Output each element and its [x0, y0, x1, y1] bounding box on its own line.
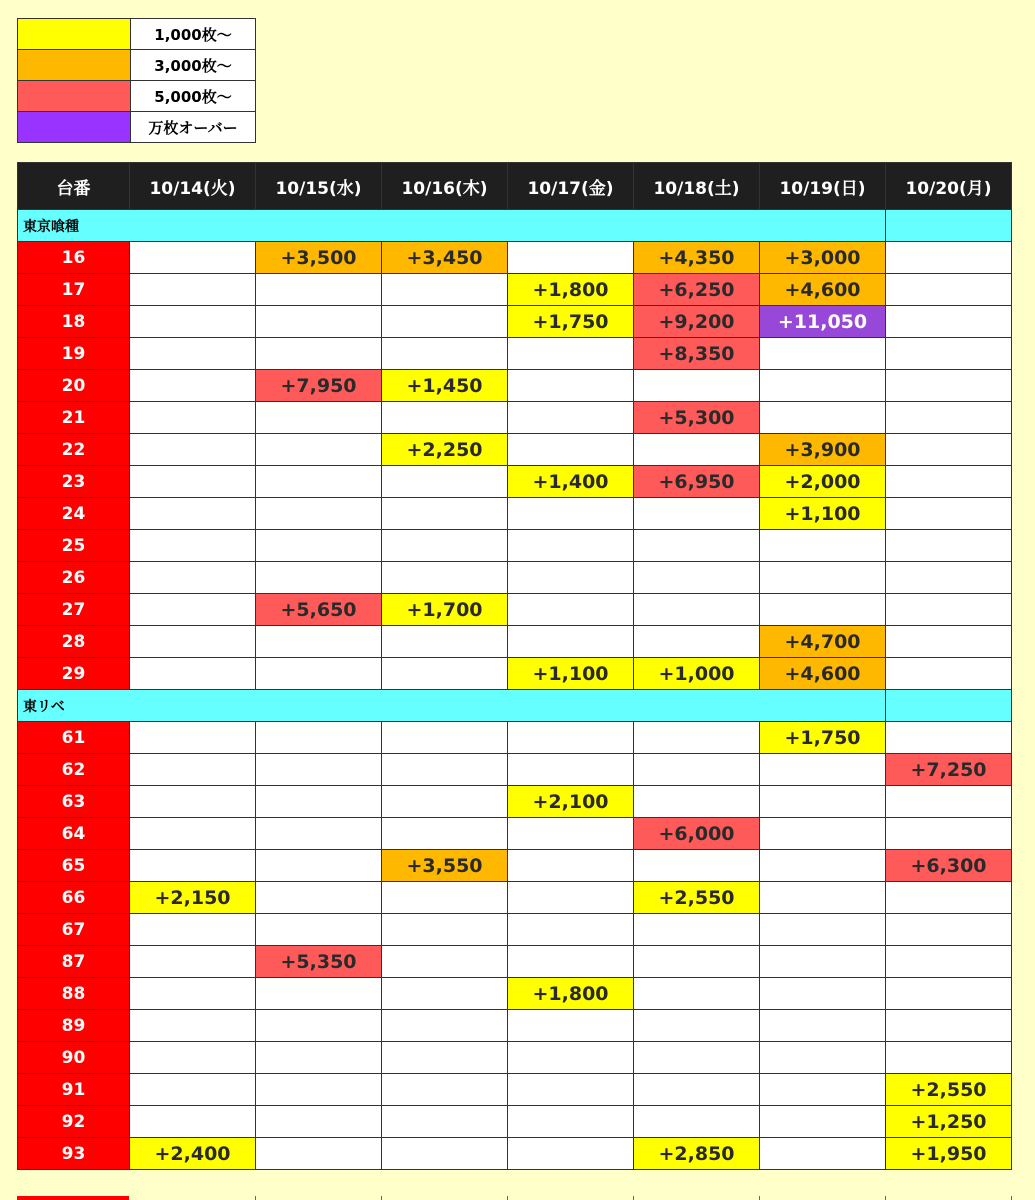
- payout-cell: [634, 1042, 760, 1074]
- machine-number: 17: [18, 274, 130, 306]
- table-row: [18, 978, 1012, 1010]
- payout-cell: [634, 1106, 760, 1138]
- payout-cell: [256, 274, 382, 306]
- payout-cell: [508, 434, 634, 466]
- payout-cell: [634, 562, 760, 594]
- payout-cell: [130, 498, 256, 530]
- next-table-divider: [507, 1196, 508, 1200]
- payout-cell: [508, 498, 634, 530]
- payout-cell: [130, 1010, 256, 1042]
- table-body: [18, 210, 1012, 1170]
- payout-cell: [508, 1074, 634, 1106]
- payout-cell: [130, 978, 256, 1010]
- payout-cell: +11,050: [760, 306, 886, 338]
- payout-cell: [760, 1042, 886, 1074]
- table-row: [18, 530, 1012, 562]
- legend-body: [18, 19, 256, 143]
- table-row: [18, 466, 1012, 498]
- payout-cell: +4,700: [760, 626, 886, 658]
- payout-cell: [256, 978, 382, 1010]
- legend-swatch: [18, 50, 131, 81]
- payout-cell: [760, 754, 886, 786]
- payout-cell: [886, 914, 1012, 946]
- machine-number: 25: [18, 530, 130, 562]
- payout-cell: [130, 274, 256, 306]
- payout-cell: [760, 530, 886, 562]
- payout-cell: +6,000: [634, 818, 760, 850]
- payout-cell: [130, 850, 256, 882]
- payout-cell: +3,900: [760, 434, 886, 466]
- payout-cell: [130, 722, 256, 754]
- payout-cell: [382, 946, 508, 978]
- payout-cell: +1,250: [886, 1106, 1012, 1138]
- table-row: [18, 434, 1012, 466]
- machine-number: 19: [18, 338, 130, 370]
- table-row: [18, 754, 1012, 786]
- header-date: 10/17(金): [508, 163, 634, 210]
- payout-cell: [508, 402, 634, 434]
- payout-cell: [760, 818, 886, 850]
- payout-cell: [508, 882, 634, 914]
- table-row: [18, 402, 1012, 434]
- payout-cell: [508, 338, 634, 370]
- payout-cell: [886, 370, 1012, 402]
- payout-cell: [130, 370, 256, 402]
- legend-row: [18, 81, 256, 112]
- payout-cell: [760, 562, 886, 594]
- payout-cell: [382, 498, 508, 530]
- machine-number: 29: [18, 658, 130, 690]
- payout-cell: [760, 946, 886, 978]
- machine-number: 66: [18, 882, 130, 914]
- payout-cell: [382, 914, 508, 946]
- table-row: [18, 498, 1012, 530]
- payout-cell: [256, 498, 382, 530]
- payout-cell: [382, 978, 508, 1010]
- payout-cell: [760, 338, 886, 370]
- payout-cell: [256, 1138, 382, 1170]
- table-row: [18, 818, 1012, 850]
- payout-cell: +2,550: [886, 1074, 1012, 1106]
- payout-cell: [256, 658, 382, 690]
- header-date: 10/15(水): [256, 163, 382, 210]
- table-row: [18, 562, 1012, 594]
- payout-cell: [508, 370, 634, 402]
- payout-cell: [634, 626, 760, 658]
- payout-cell: [634, 722, 760, 754]
- payout-cell: [886, 402, 1012, 434]
- machine-number: 20: [18, 370, 130, 402]
- next-table-red-edge: [17, 1196, 129, 1200]
- table-row: [18, 370, 1012, 402]
- section-title: 東京喰種: [18, 210, 886, 242]
- payout-cell: [130, 1074, 256, 1106]
- payout-cell: [634, 946, 760, 978]
- legend-swatch: [18, 112, 131, 143]
- payout-cell: [508, 1010, 634, 1042]
- section-row: [18, 210, 1012, 242]
- payout-cell: [256, 1042, 382, 1074]
- legend-label: 1,000枚〜: [131, 19, 256, 50]
- payout-cell: [382, 1010, 508, 1042]
- table-row: [18, 1074, 1012, 1106]
- machine-number: 65: [18, 850, 130, 882]
- table-row: [18, 306, 1012, 338]
- payout-cell: [508, 722, 634, 754]
- payout-cell: [508, 1138, 634, 1170]
- machine-number: 23: [18, 466, 130, 498]
- machine-number: 24: [18, 498, 130, 530]
- payout-cell: [634, 530, 760, 562]
- payout-cell: [634, 1010, 760, 1042]
- payout-table: [17, 162, 1012, 1170]
- table-row: [18, 786, 1012, 818]
- payout-cell: +3,550: [382, 850, 508, 882]
- payout-cell: [256, 850, 382, 882]
- table-row: [18, 882, 1012, 914]
- payout-cell: [382, 1042, 508, 1074]
- machine-number: 87: [18, 946, 130, 978]
- payout-cell: [256, 562, 382, 594]
- payout-cell: [760, 786, 886, 818]
- payout-cell: [382, 1106, 508, 1138]
- payout-cell: +7,250: [886, 754, 1012, 786]
- machine-number: 16: [18, 242, 130, 274]
- table-row: [18, 658, 1012, 690]
- payout-cell: [886, 242, 1012, 274]
- payout-cell: [256, 530, 382, 562]
- next-table-divider: [1011, 1196, 1012, 1200]
- header-row: [18, 163, 1012, 210]
- payout-cell: [508, 850, 634, 882]
- payout-cell: +5,300: [634, 402, 760, 434]
- payout-cell: [130, 594, 256, 626]
- payout-cell: +1,100: [508, 658, 634, 690]
- payout-cell: [886, 626, 1012, 658]
- payout-cell: [886, 1010, 1012, 1042]
- payout-cell: [886, 434, 1012, 466]
- payout-cell: [256, 402, 382, 434]
- payout-cell: [130, 562, 256, 594]
- payout-cell: [634, 754, 760, 786]
- payout-cell: [382, 1074, 508, 1106]
- payout-cell: +4,600: [760, 658, 886, 690]
- machine-number: 64: [18, 818, 130, 850]
- next-table-divider: [759, 1196, 760, 1200]
- machine-number: 21: [18, 402, 130, 434]
- section-filler: [886, 690, 1012, 722]
- payout-cell: [634, 850, 760, 882]
- payout-cell: [382, 274, 508, 306]
- machine-number: 92: [18, 1106, 130, 1138]
- next-table-top-edge: [17, 1196, 1017, 1200]
- payout-cell: [886, 594, 1012, 626]
- payout-cell: [382, 754, 508, 786]
- payout-cell: +2,550: [634, 882, 760, 914]
- payout-cell: +5,350: [256, 946, 382, 978]
- payout-cell: [130, 786, 256, 818]
- payout-cell: [130, 914, 256, 946]
- header-date: 10/20(月): [886, 163, 1012, 210]
- header-machine-number: 台番: [18, 163, 130, 210]
- payout-cell: [256, 1010, 382, 1042]
- payout-cell: [508, 946, 634, 978]
- payout-cell: +3,450: [382, 242, 508, 274]
- payout-cell: [130, 754, 256, 786]
- payout-cell: +2,400: [130, 1138, 256, 1170]
- payout-cell: +1,950: [886, 1138, 1012, 1170]
- next-table-divider: [255, 1196, 256, 1200]
- table-row: [18, 338, 1012, 370]
- table-row: [18, 1010, 1012, 1042]
- payout-cell: +1,100: [760, 498, 886, 530]
- payout-cell: [130, 626, 256, 658]
- payout-cell: [382, 402, 508, 434]
- header-date: 10/18(土): [634, 163, 760, 210]
- payout-cell: [634, 498, 760, 530]
- legend-swatch: [18, 19, 131, 50]
- payout-cell: [256, 754, 382, 786]
- legend-row: [18, 112, 256, 143]
- header-date: 10/19(日): [760, 163, 886, 210]
- section-filler: [886, 210, 1012, 242]
- header-date: 10/14(火): [130, 163, 256, 210]
- payout-cell: [760, 1106, 886, 1138]
- payout-cell: +2,850: [634, 1138, 760, 1170]
- payout-cell: +3,000: [760, 242, 886, 274]
- payout-cell: +5,650: [256, 594, 382, 626]
- payout-cell: [130, 338, 256, 370]
- payout-cell: [634, 434, 760, 466]
- payout-cell: [256, 466, 382, 498]
- payout-cell: [508, 562, 634, 594]
- payout-cell: +1,800: [508, 978, 634, 1010]
- payout-cell: +1,750: [760, 722, 886, 754]
- payout-cell: [886, 530, 1012, 562]
- payout-cell: [634, 978, 760, 1010]
- machine-number: 62: [18, 754, 130, 786]
- payout-cell: [508, 530, 634, 562]
- payout-cell: +2,000: [760, 466, 886, 498]
- machine-number: 18: [18, 306, 130, 338]
- machine-number: 28: [18, 626, 130, 658]
- payout-cell: [508, 626, 634, 658]
- payout-cell: [886, 274, 1012, 306]
- payout-cell: [130, 466, 256, 498]
- table-row: [18, 946, 1012, 978]
- payout-cell: [634, 914, 760, 946]
- payout-cell: [130, 1042, 256, 1074]
- payout-cell: +1,450: [382, 370, 508, 402]
- table-row: [18, 242, 1012, 274]
- payout-cell: [130, 306, 256, 338]
- payout-cell: [130, 1106, 256, 1138]
- payout-cell: +1,800: [508, 274, 634, 306]
- legend-row: [18, 19, 256, 50]
- payout-cell: [130, 530, 256, 562]
- payout-cell: +2,250: [382, 434, 508, 466]
- payout-cell: +6,950: [634, 466, 760, 498]
- payout-cell: [256, 306, 382, 338]
- machine-number: 93: [18, 1138, 130, 1170]
- next-table-divider: [381, 1196, 382, 1200]
- payout-cell: +4,350: [634, 242, 760, 274]
- payout-cell: [130, 402, 256, 434]
- table-row: [18, 722, 1012, 754]
- payout-cell: +8,350: [634, 338, 760, 370]
- table-row: [18, 274, 1012, 306]
- payout-cell: [508, 914, 634, 946]
- header-date: 10/16(木): [382, 163, 508, 210]
- payout-cell: [256, 434, 382, 466]
- payout-cell: [130, 658, 256, 690]
- payout-cell: [256, 1106, 382, 1138]
- payout-cell: [382, 562, 508, 594]
- payout-cell: [382, 722, 508, 754]
- payout-cell: [508, 1106, 634, 1138]
- payout-cell: [634, 786, 760, 818]
- table-row: [18, 1138, 1012, 1170]
- payout-cell: [508, 754, 634, 786]
- payout-cell: [760, 978, 886, 1010]
- payout-cell: [256, 818, 382, 850]
- payout-cell: [508, 242, 634, 274]
- payout-cell: [760, 1074, 886, 1106]
- payout-cell: [508, 818, 634, 850]
- payout-cell: [634, 370, 760, 402]
- payout-cell: [760, 370, 886, 402]
- legend-swatch: [18, 81, 131, 112]
- payout-cell: [382, 338, 508, 370]
- payout-cell: [886, 306, 1012, 338]
- table-header: [18, 163, 1012, 210]
- table-row: [18, 1106, 1012, 1138]
- payout-cell: [886, 658, 1012, 690]
- table-row: [18, 594, 1012, 626]
- payout-cell: [760, 1010, 886, 1042]
- legend-row: [18, 50, 256, 81]
- payout-cell: [760, 402, 886, 434]
- payout-cell: +1,750: [508, 306, 634, 338]
- payout-cell: +6,250: [634, 274, 760, 306]
- color-legend: [17, 18, 256, 143]
- next-table-divider: [885, 1196, 886, 1200]
- table-row: [18, 1042, 1012, 1074]
- payout-cell: [256, 626, 382, 658]
- legend-label: 5,000枚〜: [131, 81, 256, 112]
- payout-cell: [256, 338, 382, 370]
- payout-cell: [886, 466, 1012, 498]
- payout-cell: [382, 626, 508, 658]
- machine-number: 91: [18, 1074, 130, 1106]
- payout-cell: [886, 882, 1012, 914]
- payout-cell: +6,300: [886, 850, 1012, 882]
- payout-cell: [382, 818, 508, 850]
- payout-cell: [886, 338, 1012, 370]
- payout-cell: [130, 434, 256, 466]
- payout-cell: [886, 946, 1012, 978]
- legend-label: 3,000枚〜: [131, 50, 256, 81]
- payout-cell: [382, 658, 508, 690]
- payout-cell: [886, 786, 1012, 818]
- payout-cell: +7,950: [256, 370, 382, 402]
- machine-number: 88: [18, 978, 130, 1010]
- payout-cell: +1,700: [382, 594, 508, 626]
- payout-cell: [886, 818, 1012, 850]
- machine-number: 26: [18, 562, 130, 594]
- payout-cell: +9,200: [634, 306, 760, 338]
- payout-cell: [130, 946, 256, 978]
- payout-cell: [130, 818, 256, 850]
- payout-cell: [634, 594, 760, 626]
- machine-number: 63: [18, 786, 130, 818]
- section-row: [18, 690, 1012, 722]
- payout-cell: [382, 306, 508, 338]
- table-row: [18, 914, 1012, 946]
- next-table-divider: [633, 1196, 634, 1200]
- payout-cell: [886, 498, 1012, 530]
- payout-cell: [256, 786, 382, 818]
- payout-cell: [886, 722, 1012, 754]
- machine-number: 90: [18, 1042, 130, 1074]
- section-title: 東リベ: [18, 690, 886, 722]
- payout-cell: +4,600: [760, 274, 886, 306]
- payout-cell: +1,400: [508, 466, 634, 498]
- machine-number: 89: [18, 1010, 130, 1042]
- payout-cell: +2,150: [130, 882, 256, 914]
- payout-cell: [508, 1042, 634, 1074]
- payout-cell: [382, 530, 508, 562]
- payout-cell: [760, 1138, 886, 1170]
- payout-cell: [256, 882, 382, 914]
- payout-cell: +2,100: [508, 786, 634, 818]
- payout-cell: [886, 562, 1012, 594]
- machine-number: 27: [18, 594, 130, 626]
- payout-cell: [886, 1042, 1012, 1074]
- payout-cell: +3,500: [256, 242, 382, 274]
- payout-cell: [130, 242, 256, 274]
- payout-cell: [382, 466, 508, 498]
- legend-label: 万枚オーバー: [131, 112, 256, 143]
- payout-cell: [760, 850, 886, 882]
- machine-number: 22: [18, 434, 130, 466]
- payout-cell: [256, 722, 382, 754]
- table-row: [18, 850, 1012, 882]
- payout-cell: [760, 914, 886, 946]
- payout-cell: [634, 1074, 760, 1106]
- payout-cell: [382, 882, 508, 914]
- payout-cell: [382, 1138, 508, 1170]
- payout-cell: [760, 594, 886, 626]
- payout-cell: [886, 978, 1012, 1010]
- payout-cell: [256, 914, 382, 946]
- machine-number: 61: [18, 722, 130, 754]
- payout-cell: +1,000: [634, 658, 760, 690]
- payout-cell: [256, 1074, 382, 1106]
- table-row: [18, 626, 1012, 658]
- payout-cell: [760, 882, 886, 914]
- machine-number: 67: [18, 914, 130, 946]
- payout-cell: [382, 786, 508, 818]
- payout-cell: [508, 594, 634, 626]
